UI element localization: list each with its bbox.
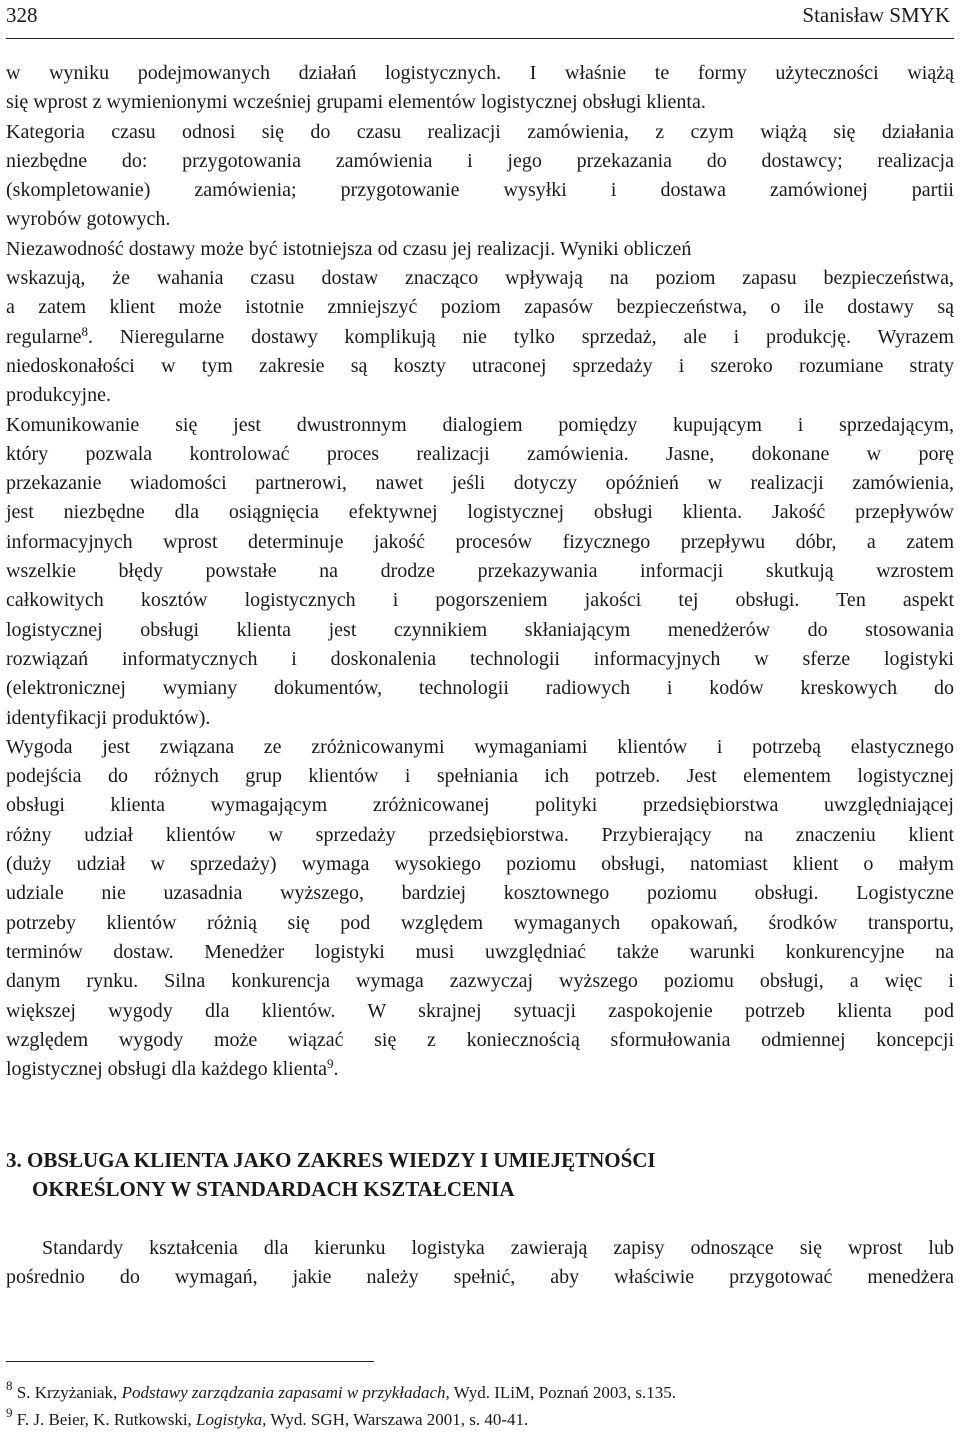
- text-line: wszelkie błędy powstałe na drodze przekazywania informacji skutkują wzrostem: [6, 560, 954, 583]
- footnote-ref-8: 8: [81, 323, 89, 339]
- text-line: informacyjnych wprost determinuje jakość procesów fizycznego przepływu dóbr, a zatem: [6, 530, 954, 553]
- section-heading-line: 3. OBSŁUGA KLIENTA JAKO ZAKRES WIEDZY I UMIEJĘTNOŚCI: [6, 1148, 656, 1172]
- text-line: potrzeby klientów różnią się pod względem wymaganych opakowań, środków transportu,: [6, 911, 954, 934]
- text-line: niezbędne do: przygotowania zamówienia i jego przekazania do dostawcy; realizacja: [6, 149, 954, 172]
- footnote-title: Podstawy zarządzania zapasami w przykładach,: [121, 1383, 450, 1402]
- text-line: większej wygody dla klientów. W skrajnej sytuacji zaspokojenie potrzeb klienta pod: [6, 999, 954, 1022]
- section-heading: [6, 1146, 656, 1204]
- text-line: całkowitych kosztów logistycznych i pogorszeniem jakości tej obsługi. Ten aspekt: [6, 589, 954, 612]
- running-head: Stanisław SMYK: [802, 3, 950, 27]
- text-line: który pozwala kontrolować proces realizacji zamówienia. Jasne, dokonane w porę: [6, 442, 954, 465]
- text-line: Komunikowanie się jest dwustronnym dialogiem pomiędzy kupującym i sprzedającym,: [6, 413, 954, 436]
- body-text: [6, 59, 954, 1084]
- footnote-title: Logistyka,: [196, 1410, 267, 1429]
- text-line: rozwiązań informatycznych i doskonalenia technologii informacyjnych w sferze logistyki: [6, 647, 954, 670]
- text-line: obsługi klienta wymagającym zróżnicowanej polityki przedsiębiorstwa uwzględniającej: [6, 794, 954, 817]
- text-line: przekazanie wiadomości partnerowi, nawet jeśli dotyczy opóźnień w realizacji zamówienia,: [6, 472, 954, 495]
- text-line: logistycznej obsługi klienta jest czynnikiem skłaniającym menedżerów do stosowania: [6, 618, 954, 641]
- footnote-publication: Wyd. ILiM, Poznań 2003, s.135.: [449, 1383, 677, 1402]
- text-line: jest niezbędne dla osiągnięcia efektywnej logistycznej obsługi klienta. Jakość przepływów: [6, 501, 954, 524]
- text-line: (duży udział w sprzedaży) wymaga wysokiego poziomu obsługi, natomiast klient o małym: [6, 853, 954, 876]
- text-line: Niezawodność dostawy może być istotniejsza od czasu jej realizacji. Wyniki obliczeń: [6, 237, 692, 260]
- footnote-9: [6, 1405, 529, 1430]
- text-line: wskazują, że wahania czasu dostaw znacząco wpływają na poziom zapasu bezpieczeństwa,: [6, 267, 954, 290]
- paragraph-block-a: [6, 59, 954, 323]
- text-line: w wyniku podejmowanych działań logistycznych. I właśnie te formy użyteczności wiążą: [6, 62, 954, 84]
- footnote-publication: Wyd. SGH, Warszawa 2001, s. 40-41.: [266, 1410, 529, 1429]
- text-line: Standardy kształcenia dla kierunku logistyka zawierają zapisy odnoszące się wprost lub: [42, 1237, 954, 1259]
- page-header: [0, 0, 960, 40]
- text-line: względem wygody może wiązać się z koniecznością sformułowania odmiennej koncepcji: [6, 1028, 954, 1051]
- section-paragraph: [6, 1234, 954, 1293]
- text-line: udziale nie uzasadnia wyższego, bardziej kosztownego poziomu obsługi. Logistyczne: [6, 882, 954, 905]
- header-rule: [6, 38, 954, 39]
- text-line: wyrobów gotowych.: [6, 208, 171, 231]
- text-line-fn8: [6, 323, 954, 352]
- footnote-mark: 9: [6, 1405, 13, 1420]
- section-heading-line: OKREŚLONY W STANDARDACH KSZTAŁCENIA: [32, 1177, 515, 1201]
- text-line: (skompletowanie) zamówienia; przygotowanie wysyłki i dostawa zamówionej partii: [6, 179, 954, 202]
- text-line-fn9: [6, 1055, 954, 1084]
- text-fragment: regularne: [6, 325, 82, 348]
- text-line: niedoskonałości w tym zakresie są koszty utraconej sprzedaży i szeroko rozumiane straty: [6, 354, 954, 377]
- text-line: podejścia do różnych grup klientów i spełniania ich potrzeb. Jest elementem logistycznej: [6, 765, 954, 788]
- text-line: produkcyjne.: [6, 384, 111, 407]
- text-line: pośrednio do wymagań, jakie należy spełnić, aby właściwie przygotować menedżera: [6, 1266, 954, 1289]
- text-line: identyfikacji produktów).: [6, 706, 211, 729]
- text-line: terminów dostaw. Menedżer logistyki musi uwzględniać także warunki konkurencyjne na: [6, 940, 954, 963]
- text-line: różny udział klientów w sprzedaży przedsiębiorstwa. Przybierający na znaczeniu klient: [6, 823, 954, 846]
- text-line: się wprost z wymienionymi wcześniej grupami elementów logistycznej obsługi klienta.: [6, 91, 706, 114]
- footnote-mark: 8: [6, 1378, 13, 1393]
- page-number: 328: [6, 3, 38, 27]
- footnote-separator: [6, 1361, 374, 1362]
- text-line: Wygoda jest związana ze zróżnicowanymi wymaganiami klientów i potrzebą elastycznego: [6, 735, 954, 758]
- text-line: Kategoria czasu odnosi się do czasu realizacji zamówienia, z czym wiążą się działania: [6, 120, 954, 143]
- paragraph-block-b: [6, 352, 954, 1055]
- footnote-author: F. J. Beier, K. Rutkowski,: [16, 1410, 197, 1429]
- text-line: a zatem klient może istotnie zmniejszyć poziom zapasów bezpieczeństwa, o ile dostawy są: [6, 296, 954, 319]
- text-fragment: logistycznej obsługi dla każdego klienta: [6, 1058, 328, 1081]
- text-fragment: .: [333, 1058, 339, 1081]
- text-line: (elektronicznej wymiany dokumentów, technologii radiowych i kodów kreskowych do: [6, 677, 954, 700]
- footnote-ref-9: 9: [327, 1056, 334, 1072]
- footnote-author: S. Krzyżaniak,: [16, 1383, 122, 1402]
- text-line: danym rynku. Silna konkurencja wymaga zazwyczaj wyższego poziomu obsługi, a więc i: [6, 970, 954, 993]
- footnote-8: [6, 1378, 677, 1403]
- text-fragment: . Nieregularne dostawy komplikują nie tylko sprzedaż, ale i produkcję. Wyrazem: [88, 325, 954, 348]
